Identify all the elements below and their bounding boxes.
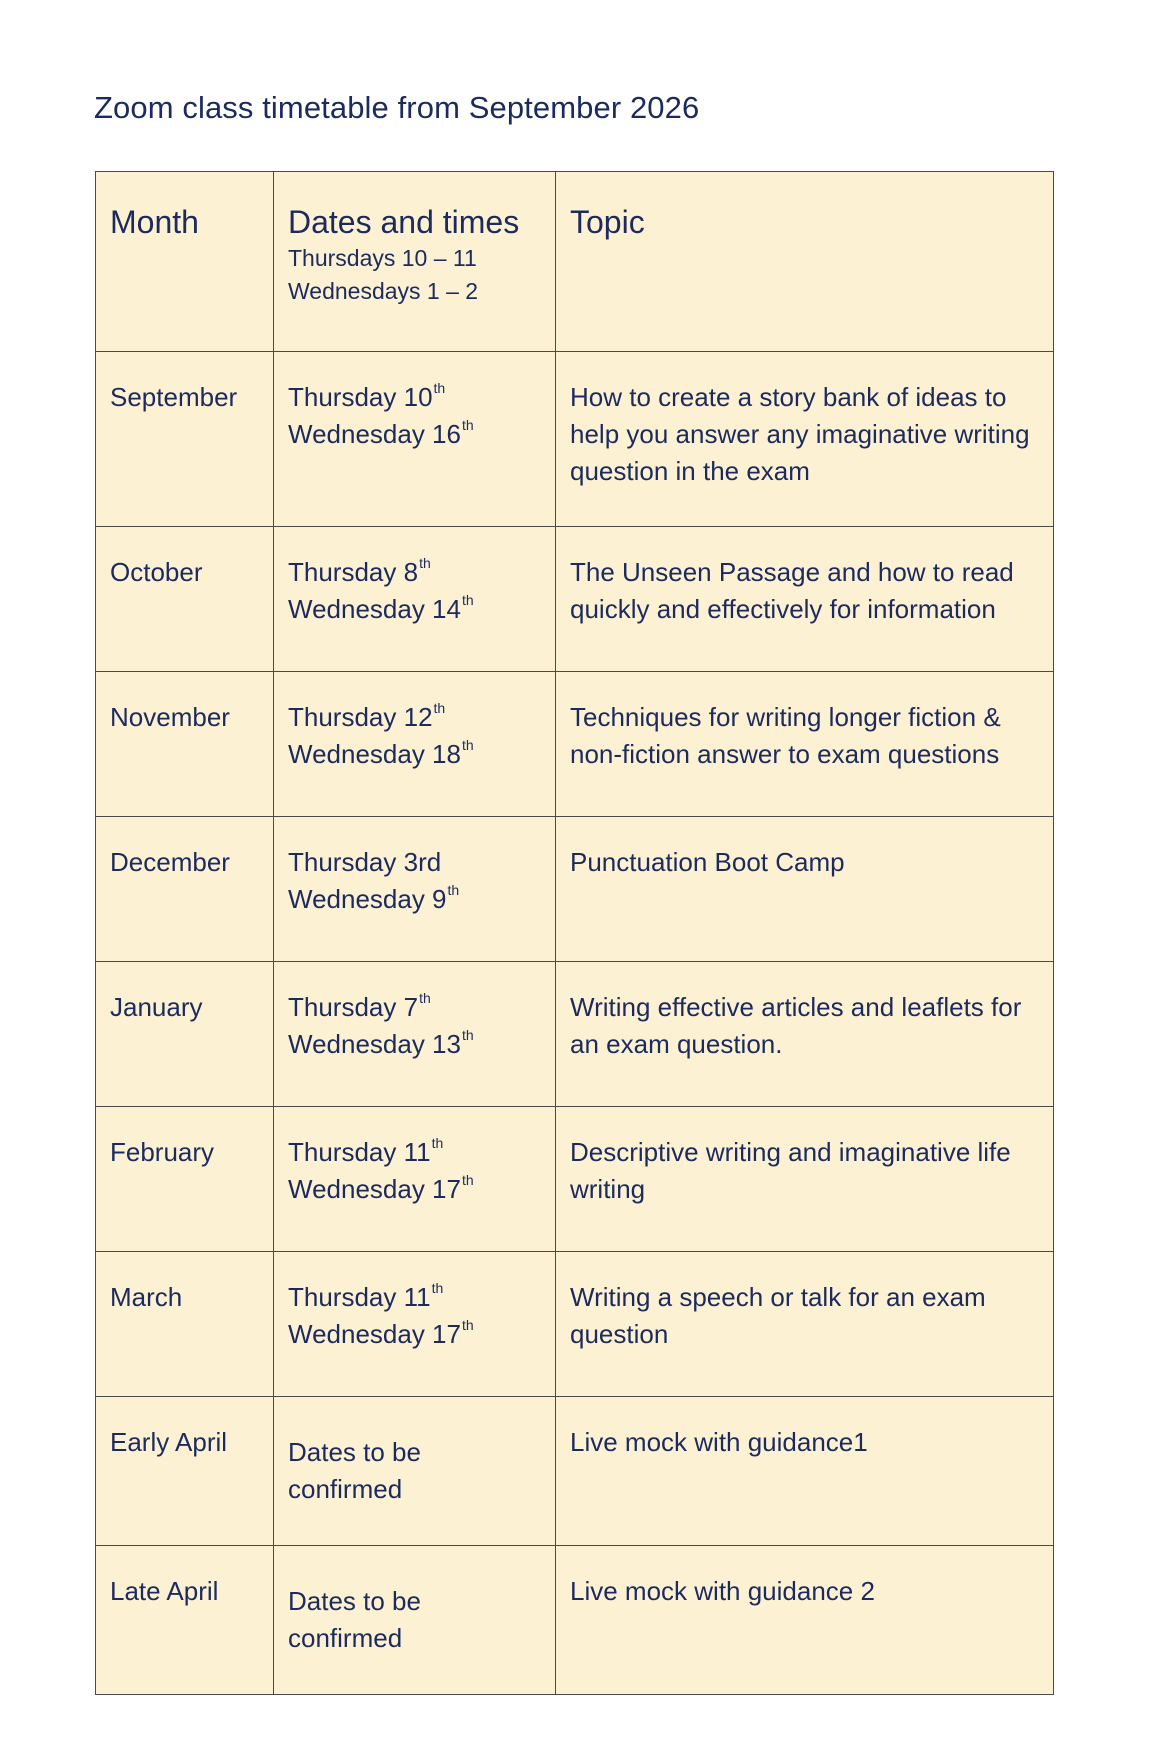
dates-cell <box>274 817 556 962</box>
wednesday-date-suffix: th <box>447 882 460 898</box>
month-label: October <box>110 557 203 587</box>
dates-cell <box>274 527 556 672</box>
topic-header: Topic <box>570 204 645 240</box>
thursday-date-suffix: th <box>431 1135 444 1151</box>
month-label: March <box>110 1282 183 1312</box>
topic-cell <box>556 1107 1054 1252</box>
topic-text: Writing effective articles and leaflets for an exam question. <box>570 992 1022 1059</box>
thursday-date <box>288 1279 541 1316</box>
table-row <box>96 962 1054 1107</box>
month-cell <box>96 1252 274 1397</box>
month-label: November <box>110 702 230 732</box>
wednesday-date-text: Wednesday 9 <box>288 884 447 914</box>
topic-cell <box>556 672 1054 817</box>
thursday-date-suffix: th <box>419 990 431 1006</box>
dates-header-cell <box>274 172 556 352</box>
dates-cell <box>274 352 556 527</box>
thursday-date-suffix: th <box>431 1280 444 1296</box>
table-row <box>96 1546 1054 1695</box>
thursday-date-text: Thursday 7 <box>288 992 419 1022</box>
thursday-date-suffix: th <box>433 380 446 396</box>
wednesday-date-suffix: th <box>461 737 474 753</box>
wednesday-date-text: Wednesday 18 <box>288 739 461 769</box>
wednesday-date-suffix: th <box>461 592 474 608</box>
thursday-date-text: Thursday 10 <box>288 382 433 412</box>
wednesday-date <box>288 1316 541 1353</box>
topic-cell <box>556 1546 1054 1695</box>
wednesday-date-text: Wednesday 14 <box>288 594 461 624</box>
thursday-date <box>288 379 541 416</box>
dates-cell <box>274 672 556 817</box>
month-label: Late April <box>110 1576 219 1606</box>
month-cell <box>96 672 274 817</box>
timetable-body <box>96 172 1054 1695</box>
month-cell <box>96 1107 274 1252</box>
timetable <box>95 171 1054 1695</box>
dates-header: Dates and times <box>288 204 520 240</box>
topic-text: The Unseen Passage and how to read quickly and effectively for information <box>570 557 1014 624</box>
table-row <box>96 1397 1054 1546</box>
header-row <box>96 172 1054 352</box>
month-label: February <box>110 1137 215 1167</box>
table-row <box>96 672 1054 817</box>
wednesday-date-suffix: th <box>461 417 474 433</box>
thursday-date <box>288 554 541 591</box>
month-cell <box>96 1397 274 1546</box>
topic-text: Descriptive writing and imaginative life writing <box>570 1137 1011 1204</box>
thursday-date-text: Thursday 11 <box>288 1282 431 1312</box>
topic-cell <box>556 1397 1054 1546</box>
topic-text: Writing a speech or talk for an exam question <box>570 1282 986 1349</box>
thursday-date-suffix: th <box>433 700 446 716</box>
thursday-date <box>288 1134 541 1171</box>
month-cell <box>96 962 274 1107</box>
wednesday-date-text: Wednesday 17 <box>288 1174 461 1204</box>
wednesday-date-text: Wednesday 16 <box>288 419 461 449</box>
dates-cell <box>274 1546 556 1695</box>
wednesday-date-text: Wednesday 13 <box>288 1029 461 1059</box>
topic-cell <box>556 817 1054 962</box>
topic-text: Techniques for writing longer fiction & non-fiction answer to exam questions <box>570 702 1001 769</box>
wednesday-date-suffix: th <box>461 1172 474 1188</box>
thursday-date-text: Thursday 8 <box>288 557 419 587</box>
wednesday-date-suffix: th <box>461 1027 474 1043</box>
wednesday-date <box>288 1171 541 1208</box>
wednesday-date <box>288 591 541 628</box>
thursday-date <box>288 989 541 1026</box>
topic-text: Punctuation Boot Camp <box>570 847 845 877</box>
wednesday-date <box>288 416 541 453</box>
thursday-date-suffix: th <box>419 555 431 571</box>
wednesday-date <box>288 1026 541 1063</box>
dates-tbc: Dates to be confirmed <box>288 1437 421 1504</box>
page-title: Zoom class timetable from September 2026 <box>94 90 700 125</box>
topic-cell <box>556 352 1054 527</box>
table-row <box>96 1107 1054 1252</box>
topic-text: Live mock with guidance1 <box>570 1427 868 1457</box>
dates-cell <box>274 1252 556 1397</box>
topic-cell <box>556 1252 1054 1397</box>
dates-header-wednesdays: Wednesdays 1 – 2 <box>288 278 479 304</box>
thursday-date-text: Thursday 12 <box>288 702 433 732</box>
topic-cell <box>556 527 1054 672</box>
dates-header-thursdays: Thursdays 10 – 11 <box>288 245 477 271</box>
wednesday-date-text: Wednesday 17 <box>288 1319 461 1349</box>
topic-text: Live mock with guidance 2 <box>570 1576 875 1606</box>
month-label: January <box>110 992 203 1022</box>
table-row <box>96 527 1054 672</box>
month-header-cell <box>96 172 274 352</box>
wednesday-date <box>288 881 541 918</box>
month-cell <box>96 527 274 672</box>
dates-cell <box>274 1397 556 1546</box>
thursday-date-text: Thursday 11 <box>288 1137 431 1167</box>
thursday-date <box>288 699 541 736</box>
dates-cell <box>274 962 556 1107</box>
dates-cell <box>274 1107 556 1252</box>
topic-cell <box>556 962 1054 1107</box>
table-row <box>96 817 1054 962</box>
wednesday-date-suffix: th <box>461 1317 474 1333</box>
month-header: Month <box>110 204 199 240</box>
wednesday-date <box>288 736 541 773</box>
topic-text: How to create a story bank of ideas to help you answer any imaginative writing question in the exam <box>570 382 1030 486</box>
table-row <box>96 1252 1054 1397</box>
thursday-date-text: Thursday 3rd <box>288 847 442 877</box>
topic-header-cell <box>556 172 1054 352</box>
month-label: December <box>110 847 230 877</box>
thursday-date <box>288 844 541 881</box>
month-cell <box>96 352 274 527</box>
month-cell <box>96 1546 274 1695</box>
table-row <box>96 352 1054 527</box>
month-cell <box>96 817 274 962</box>
month-label: Early April <box>110 1427 228 1457</box>
month-label: September <box>110 382 238 412</box>
dates-tbc: Dates to be confirmed <box>288 1586 421 1653</box>
